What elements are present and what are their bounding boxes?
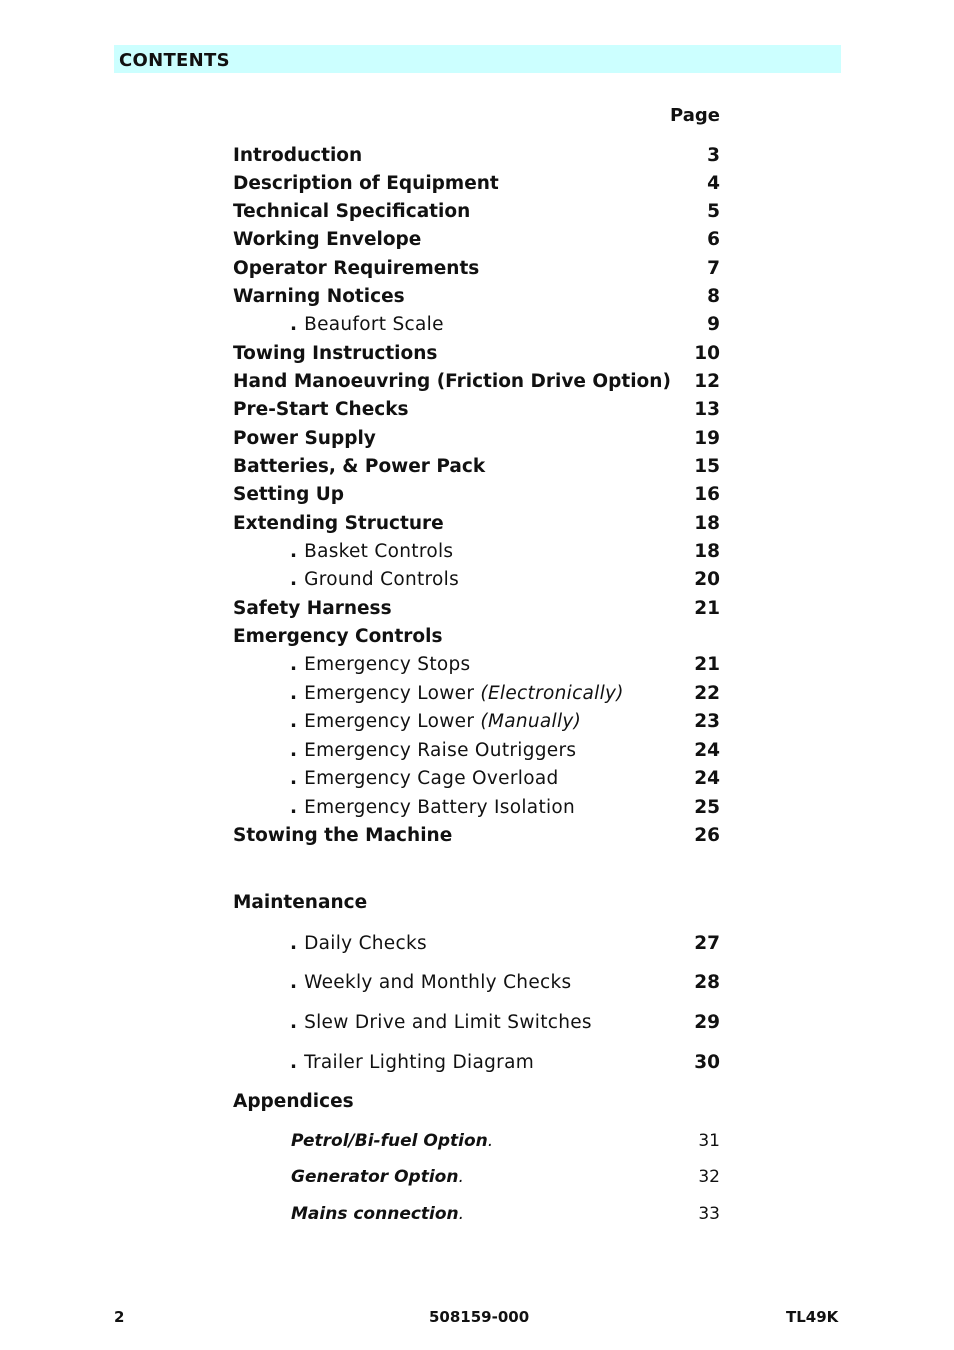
toc-subentry-note: (Manually)	[480, 711, 582, 732]
toc-entry-page: 5	[707, 201, 720, 222]
toc-entry-page: 25	[694, 797, 720, 818]
toc-entry-title: Technical Specification	[233, 201, 471, 222]
maintenance-heading: Maintenance	[233, 892, 368, 913]
toc-subentry-title: Daily Checks	[304, 933, 427, 954]
toc-entry-page: 20	[694, 569, 720, 590]
toc-entry-page: 7	[707, 258, 720, 279]
toc-entry-page: 23	[694, 711, 720, 732]
toc-subentry-title: Weekly and Monthly Checks	[304, 972, 572, 993]
toc-entry-page: 21	[694, 654, 720, 675]
appendix-entry[interactable]: Mains connection. 33	[233, 1201, 720, 1227]
toc-entry-page: 18	[694, 541, 720, 562]
toc-entry-page: 28	[694, 972, 720, 993]
toc-subentry[interactable]: . Trailer Lighting Diagram 30	[233, 1050, 720, 1076]
toc-entry[interactable]	[233, 284, 720, 310]
toc-entry-page: 12	[694, 371, 720, 392]
toc-entry-page: 6	[707, 229, 720, 250]
toc-entry-title: Setting Up	[233, 484, 345, 505]
toc-entry-page: 30	[694, 1052, 720, 1073]
toc-subentry-title: Emergency Stops	[304, 654, 471, 675]
contents-header-band	[114, 45, 841, 73]
toc-entry[interactable]	[233, 143, 720, 169]
appendix-title: Generator Option	[291, 1167, 459, 1187]
toc-entry[interactable]	[233, 426, 720, 452]
toc-subentry-title: Emergency Battery Isolation	[304, 797, 576, 818]
toc-entry-title: Pre-Start Checks	[233, 399, 409, 420]
toc-entry[interactable]	[233, 596, 720, 622]
toc-entry-title: Power Supply	[233, 428, 376, 449]
toc-entry-title: Description of Equipment	[233, 173, 499, 194]
toc-entry-page: 21	[694, 598, 720, 619]
toc-entry-page: 15	[694, 456, 720, 477]
toc-entry-page: 24	[694, 740, 720, 761]
toc-entry-title: Operator Requirements	[233, 258, 480, 279]
appendix-title: Petrol/Bi-fuel Option	[291, 1131, 488, 1151]
toc-entry-page: 10	[694, 343, 720, 364]
toc-subentry-title: Ground Controls	[304, 569, 460, 590]
toc-subentry-title: Trailer Lighting Diagram	[304, 1052, 535, 1073]
toc-subentry-title: Beaufort Scale	[304, 314, 444, 335]
toc-entry-page: 32	[698, 1167, 720, 1187]
toc-entry-title: Safety Harness	[233, 598, 392, 619]
toc-entry[interactable]	[233, 171, 720, 197]
footer-doc-number: 508159-000	[429, 1308, 530, 1326]
toc-entry[interactable]	[233, 397, 720, 423]
toc-entry-title: Working Envelope	[233, 229, 422, 250]
toc-entry-title: Warning Notices	[233, 286, 405, 307]
toc-entry-title: Emergency Controls	[233, 626, 443, 647]
toc-subentry[interactable]: . Basket Controls 18	[233, 539, 720, 565]
toc-entry-title: Towing Instructions	[233, 343, 438, 364]
toc-entry-title: Extending Structure	[233, 513, 444, 534]
toc-subentry[interactable]: . Emergency Lower (Electronically) 22	[233, 681, 720, 707]
toc-subentry-title: Emergency Cage Overload	[304, 768, 559, 789]
appendices-heading: Appendices	[233, 1091, 354, 1112]
toc-entry-page: 8	[707, 286, 720, 307]
appendix-entry[interactable]: Generator Option. 32	[233, 1164, 720, 1190]
contents-title: CONTENTS	[119, 50, 230, 71]
toc-entry-page: 16	[694, 484, 720, 505]
toc-entry-title: Batteries, & Power Pack	[233, 456, 486, 477]
appendix-entry[interactable]: Petrol/Bi-fuel Option. 31	[233, 1128, 720, 1154]
toc-entry-title: Stowing the Machine	[233, 825, 453, 846]
toc-entry-title: Introduction	[233, 145, 363, 166]
toc-entry-page: 31	[698, 1131, 720, 1151]
toc-entry-page: 22	[694, 683, 720, 704]
toc-entry[interactable]	[233, 482, 720, 508]
toc-subentry-title: Emergency Lower	[304, 711, 475, 732]
toc-subentry[interactable]: . Emergency Lower (Manually) 23	[233, 709, 720, 735]
toc-entry[interactable]	[233, 227, 720, 253]
toc-subentry[interactable]: . Weekly and Monthly Checks 28	[233, 970, 720, 996]
toc-entry-page: 29	[694, 1012, 720, 1033]
toc-entry-page: 13	[694, 399, 720, 420]
toc-subentry[interactable]: . Slew Drive and Limit Switches 29	[233, 1010, 720, 1036]
toc-entry-page: 18	[694, 513, 720, 534]
toc-subentry[interactable]: . Emergency Stops 21	[233, 652, 720, 678]
toc-entry[interactable]	[233, 624, 720, 650]
toc-subentry[interactable]: . Beaufort Scale 9	[233, 312, 720, 338]
toc-entry[interactable]	[233, 511, 720, 537]
toc-entry-page: 26	[694, 825, 720, 846]
toc-entry-title: Hand Manoeuvring (Friction Drive Option)	[233, 371, 671, 392]
footer-model: TL49K	[786, 1308, 839, 1326]
toc-entry-page: 27	[694, 933, 720, 954]
toc-subentry[interactable]: . Ground Controls 20	[233, 567, 720, 593]
toc-entry[interactable]	[233, 454, 720, 480]
toc-subentry-title: Emergency Lower	[304, 683, 475, 704]
toc-subentry-note: (Electronically)	[480, 683, 624, 704]
toc-subentry-title: Basket Controls	[304, 541, 454, 562]
toc-entry[interactable]	[233, 341, 720, 367]
toc-entry-page: 3	[707, 145, 720, 166]
toc-entry-page: 9	[707, 314, 720, 335]
toc-entry[interactable]	[233, 823, 720, 849]
toc-entry-page: 24	[694, 768, 720, 789]
appendix-title: Mains connection	[291, 1204, 459, 1224]
toc-subentry[interactable]: . Daily Checks 27	[233, 931, 720, 957]
toc-subentry-title: Slew Drive and Limit Switches	[304, 1012, 592, 1033]
toc-entry[interactable]	[233, 199, 720, 225]
toc-entry[interactable]	[233, 256, 720, 282]
toc-subentry[interactable]: . Emergency Cage Overload 24	[233, 766, 720, 792]
toc-entry-page: 19	[694, 428, 720, 449]
toc-subentry-title: Emergency Raise Outriggers	[304, 740, 577, 761]
toc-subentry[interactable]: . Emergency Battery Isolation 25	[233, 795, 720, 821]
toc-entry-page: 33	[698, 1204, 720, 1224]
footer-page-number: 2	[114, 1308, 125, 1326]
toc-subentry[interactable]: . Emergency Raise Outriggers 24	[233, 738, 720, 764]
toc-entry-page: 4	[707, 173, 720, 194]
toc-entry[interactable]	[233, 369, 720, 395]
page-column-label: Page	[670, 105, 720, 126]
